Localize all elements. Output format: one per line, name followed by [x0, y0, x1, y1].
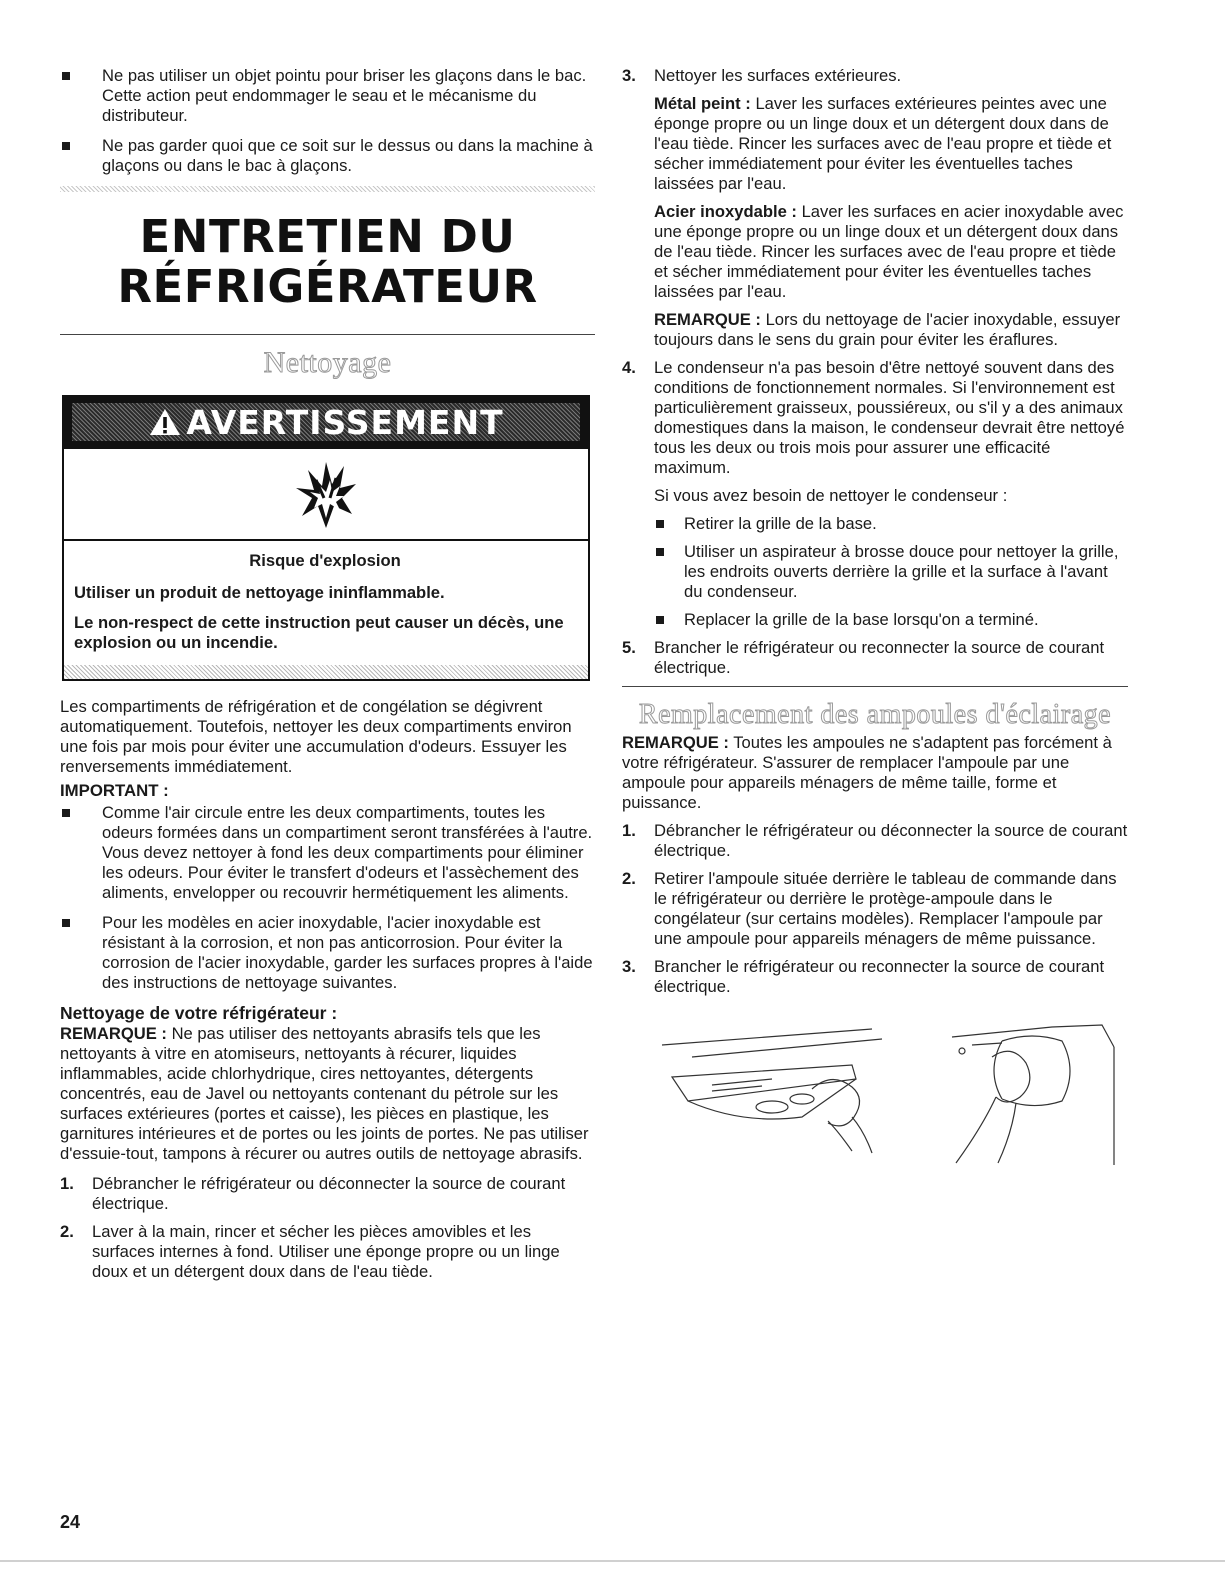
cleaning-steps — [60, 1174, 595, 1282]
right-column — [622, 66, 1128, 1167]
important-bullet-list — [60, 803, 595, 993]
warning-footer-hatch — [64, 665, 588, 679]
warning-title: AVERTISSEMENT — [186, 402, 504, 442]
top-bullet-list — [60, 66, 595, 176]
list-item: Utiliser un aspirateur à brosse douce pour nettoyer la grille, les endroits ouverts derrière la grille et la surface à l'avant du condenseur. — [654, 542, 1128, 602]
freezer-lamp-illustration — [932, 1017, 1122, 1167]
page-title-line2: RÉFRIGÉRATEUR — [117, 260, 538, 313]
section-rule — [622, 686, 1128, 687]
control-panel-lamp-illustration — [652, 1017, 892, 1157]
lamp-steps — [622, 821, 1128, 997]
stainless-steel-paragraph: Acier inoxydable : Laver les surfaces en acier inoxydable avec une éponge propre ou un linge doux et un détergent doux dans de l'eau tiède. Rincer les surfaces avec de l'eau propre et tiède et sécher immédiatement pour éviter les éventuelles taches laissées par l'eau. — [654, 202, 1124, 301]
title-rule — [60, 334, 595, 335]
painted-metal-paragraph: Métal peint : Laver les surfaces extérieures peintes avec une éponge propre ou un linge doux et un détergent doux dans de l'eau tiède. Rincer les surfaces avec de l'eau propre et tiède et sécher immédiatement pour éviter les éventuelles taches laissées par l'eau. — [654, 94, 1112, 193]
section-heading-lamps: Remplacement des ampoules d'éclairage — [638, 699, 1112, 730]
important-label: IMPORTANT : — [60, 781, 169, 800]
intro-paragraph: Les compartiments de réfrigération et de congélation se dégivrent automatiquement. Toutefois, nettoyer les deux compartiments environ une fois par mois pour éviter une accumulation d'odeurs. Essuyer les renversements immédiatement. — [60, 697, 572, 776]
list-item: 2. Retirer l'ampoule située derrière le tableau de commande dans le réfrigérateur ou derrière le protège-ampoule dans le congélateur (sur certains modèles). Remplacer l'ampoule par une ampoule pour appareils ménagers de même puissance. — [622, 869, 1117, 948]
warning-header — [64, 397, 588, 449]
warning-risk: Risque d'explosion — [249, 551, 401, 570]
stainless-note-paragraph: REMARQUE : Lors du nettoyage de l'acier inoxydable, essuyer toujours dans le sens du grain pour éviter les éraflures. — [654, 310, 1121, 349]
list-item: Ne pas utiliser un objet pointu pour briser les glaçons dans le bac. Cette action peut endommager le seau et le mécanisme du distributeur. — [60, 66, 595, 126]
condenser-subtext: Si vous avez besoin de nettoyer le condenseur : — [654, 486, 1008, 505]
section-divider — [60, 186, 595, 192]
left-column — [60, 66, 595, 1290]
section-heading-cleaning: Nettoyage — [263, 346, 392, 379]
warning-body — [64, 541, 588, 665]
page-bottom-rule — [0, 1560, 1225, 1562]
condenser-bullet-list — [654, 514, 1128, 630]
remarque-text: Ne pas utiliser des nettoyants abrasifs tels que les nettoyants à vitre en atomiseurs, nettoyants à récurer, liquides inflammables, acide chlorhydrique, cires nettoyantes, détergents concentrés, eau de Javel ou nettoyants contenant du pétrole sur les surfaces extérieures (portes et caisse), les pièces en plastique, les garnitures intérieures et de portes ou les joints de portes. Ne pas utiliser d'essuie-tout, tampons à récurer ou autres outils de nettoyage abrasifs. — [60, 1024, 589, 1163]
list-item: 5. Brancher le réfrigérateur ou reconnecter la source de courant électrique. — [622, 638, 1105, 677]
warning-box — [62, 395, 590, 681]
list-item: Replacer la grille de la base lorsqu'on a terminé. — [654, 610, 1128, 630]
page-title — [60, 212, 595, 312]
page-title-line1: ENTRETIEN DU — [139, 210, 516, 263]
list-item: 3. Nettoyer les surfaces extérieures. Métal peint : Laver les surfaces extérieures peintes avec une éponge propre ou un linge doux et un détergent doux dans de l'eau tiède. Rincer les surfaces avec de l'eau propre et tiède et sécher immédiatement pour éviter les éventuelles taches laissées par l'eau. Acier inoxydable : Laver les surfaces en acier inoxydable avec une éponge propre ou un linge doux et un détergent doux dans de l'eau tiède. Rincer les surfaces avec de l'eau propre et tiède et sécher immédiatement pour éviter les éventuelles taches laissées par l'eau. REMARQUE : Lors du nettoyage de l'acier inoxydable, essuyer toujours dans le sens du grain pour éviter les éraflures. — [622, 66, 1128, 350]
cleaning-steps-continued — [622, 66, 1128, 678]
warning-triangle-icon — [148, 407, 182, 437]
list-item: 1. Débrancher le réfrigérateur ou déconnecter la source de courant électrique. — [60, 1174, 566, 1213]
lamp-remarque-paragraph: REMARQUE : Toutes les ampoules ne s'adaptent pas forcément à votre réfrigérateur. S'assurer de remplacer l'ampoule par une ampoule pour appareils ménagers de même taille, forme et puissance. — [622, 733, 1112, 812]
remarque-paragraph — [60, 1024, 595, 1164]
cleaning-heading: Nettoyage de votre réfrigérateur : — [60, 1003, 338, 1023]
remarque-label: REMARQUE : — [60, 1024, 167, 1043]
warning-icon-area — [64, 449, 588, 541]
explosion-icon — [294, 458, 358, 530]
list-item: Ne pas garder quoi que ce soit sur le dessus ou dans la machine à glaçons ou dans le bac à glaçons. — [60, 136, 595, 176]
list-item: Retirer la grille de la base. — [654, 514, 1128, 534]
lamp-illustrations — [622, 1017, 1128, 1167]
list-item: 4. Le condenseur n'a pas besoin d'être nettoyé souvent dans des conditions de fonctionnement normales. Si l'environnement est particulièrement graisseux, poussiéreux, ou s'il y a des animaux domestiques dans la maison, le condenseur devrait être nettoyé tous les deux ou trois mois pour assurer une efficacité maximum. Si vous avez besoin de nettoyer le condenseur : Retirer la grille de la base. Utiliser un aspirateur à brosse douce pour nettoyer la grille, les endroits ouverts derrière la grille et la surface à l'avant du condenseur. Replacer la grille de la base lorsqu'on a terminé. — [622, 358, 1128, 630]
warning-line: Le non-respect de cette instruction peut causer un décès, une explosion ou un incendie. — [74, 613, 564, 652]
list-item: Comme l'air circule entre les deux compartiments, toutes les odeurs formées dans un compartiment seront transférées à l'autre. Vous devez nettoyer à fond les deux compartiments pour éliminer les odeurs. Pour éviter le transfert d'odeurs et l'assèchement des aliments, envelopper ou recouvrir hermétiquement les aliments. — [60, 803, 595, 903]
list-item: 2. Laver à la main, rincer et sécher les pièces amovibles et les surfaces internes à fond. Utiliser une éponge propre ou un linge doux et un détergent doux dans de l'eau tiède. — [60, 1222, 560, 1281]
list-item: 1. Débrancher le réfrigérateur ou déconnecter la source de courant électrique. — [622, 821, 1128, 860]
warning-line: Utiliser un produit de nettoyage ininflammable. — [74, 583, 445, 602]
list-item: Pour les modèles en acier inoxydable, l'acier inoxydable est résistant à la corrosion, et non pas anticorrosion. Pour éviter la corrosion de l'acier inoxydable, garder les surfaces propres à l'aide des instructions de nettoyage suivantes. — [60, 913, 595, 993]
page-number: 24 — [60, 1512, 81, 1532]
list-item: 3. Brancher le réfrigérateur ou reconnecter la source de courant électrique. — [622, 957, 1105, 996]
